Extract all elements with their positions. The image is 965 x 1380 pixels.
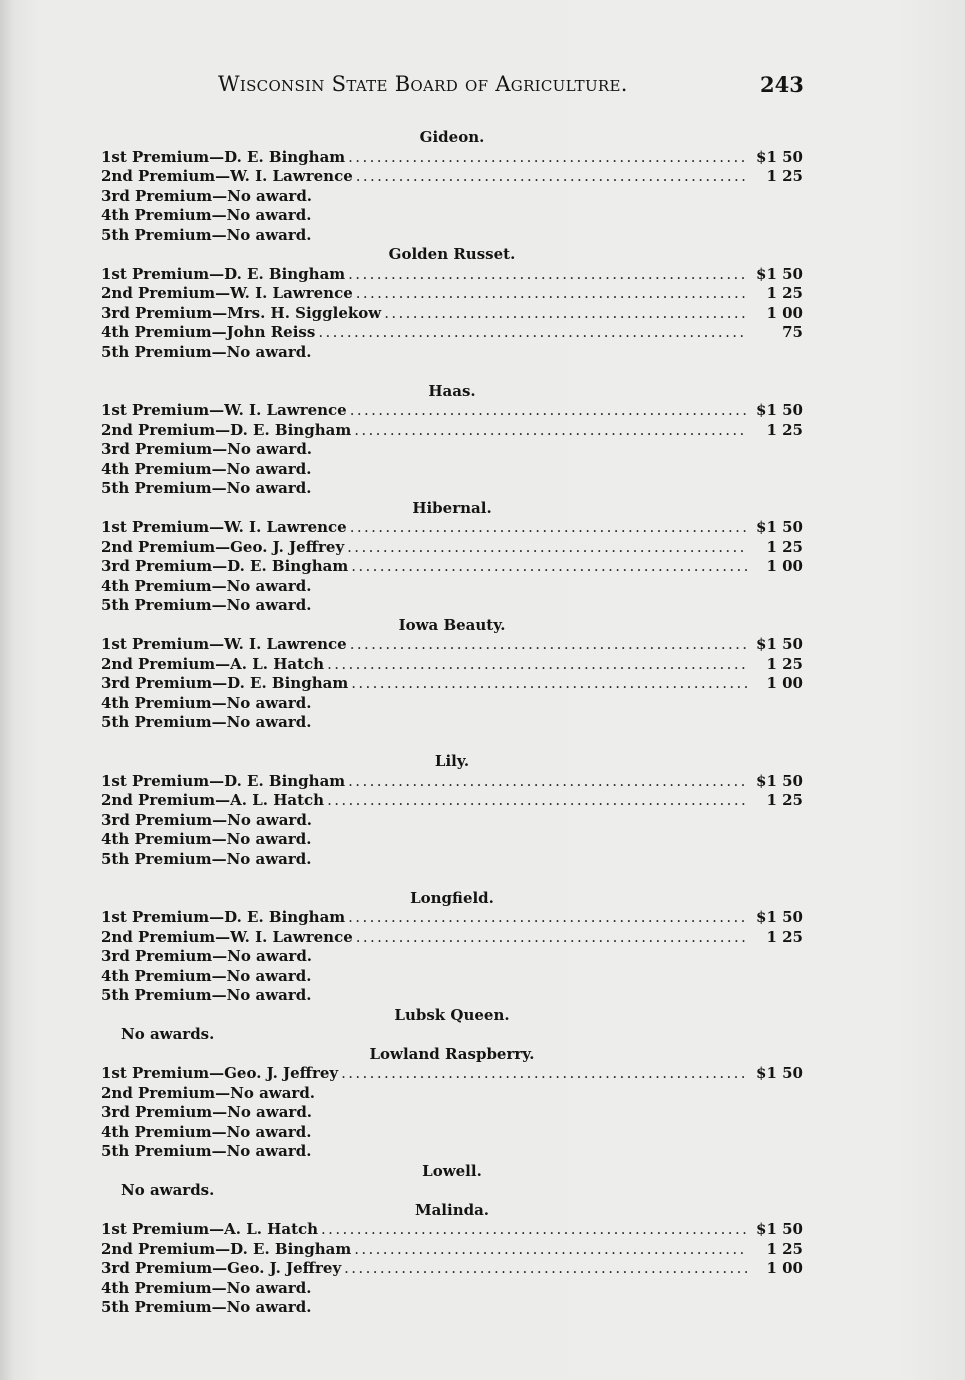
premium-entry bbox=[101, 908, 803, 928]
premium-amount: $1 50 bbox=[756, 908, 803, 926]
premium-label: 2nd Premium—W. I. Lawrence bbox=[101, 167, 353, 185]
variety-heading: Hibernal. bbox=[412, 498, 492, 517]
variety-heading: Iowa Beauty. bbox=[398, 615, 506, 634]
premium-amount: 1 00 bbox=[766, 674, 803, 692]
running-header bbox=[0, 72, 965, 104]
dot-leader bbox=[351, 557, 747, 577]
premium-entry bbox=[101, 694, 803, 714]
dot-leader bbox=[350, 518, 747, 538]
premium-entry bbox=[101, 1220, 803, 1240]
premium-entry bbox=[101, 1142, 803, 1162]
premium-entry bbox=[101, 148, 803, 168]
dot-leader bbox=[384, 304, 747, 324]
premium-amount: 1 25 bbox=[766, 927, 803, 946]
premium-label: 4th Premium—No award. bbox=[101, 1122, 312, 1141]
dot-leader bbox=[321, 1220, 747, 1240]
dot-leader bbox=[351, 674, 747, 694]
dot-leader bbox=[356, 167, 747, 187]
premium-entry bbox=[101, 596, 803, 616]
premium-entry bbox=[101, 713, 803, 733]
premium-label: 4th Premium—No award. bbox=[101, 459, 312, 478]
variety-section bbox=[101, 245, 803, 362]
premium-label: 5th Premium—No award. bbox=[101, 225, 312, 244]
premium-amount: $1 50 bbox=[756, 635, 803, 653]
premium-amount: 75 bbox=[782, 323, 803, 341]
premium-amount: 1 00 bbox=[766, 303, 803, 322]
premium-entry bbox=[101, 460, 803, 480]
premium-label: 4th Premium—No award. bbox=[101, 830, 312, 848]
premium-amount: 1 25 bbox=[766, 791, 803, 809]
premium-label: 2nd Premium—No award. bbox=[101, 1083, 316, 1102]
variety-section bbox=[101, 889, 803, 1006]
variety-section bbox=[101, 382, 803, 499]
premium-label: 2nd Premium—W. I. Lawrence bbox=[101, 927, 353, 946]
premium-entry bbox=[101, 1084, 803, 1104]
premium-entry bbox=[101, 226, 803, 246]
premium-amount: $1 50 bbox=[756, 518, 803, 536]
premium-entry bbox=[101, 304, 803, 324]
dot-leader bbox=[347, 538, 747, 558]
dot-leader bbox=[350, 401, 747, 421]
dot-leader bbox=[356, 284, 747, 304]
premium-entry bbox=[101, 1103, 803, 1123]
premium-amount: $1 50 bbox=[756, 401, 803, 419]
variety-section bbox=[101, 616, 803, 733]
no-awards-note: No awards. bbox=[121, 1181, 215, 1199]
variety-heading: Gideon. bbox=[419, 128, 485, 146]
dot-leader bbox=[341, 1064, 747, 1084]
dot-leader bbox=[344, 1259, 747, 1279]
variety-section bbox=[101, 1162, 803, 1201]
premium-label: 1st Premium—W. I. Lawrence bbox=[101, 401, 347, 419]
premium-entry bbox=[101, 986, 803, 1006]
variety-section bbox=[101, 499, 803, 616]
premium-entry bbox=[101, 440, 803, 460]
premium-amount: $1 50 bbox=[756, 1064, 803, 1082]
section-spacer bbox=[101, 869, 803, 889]
section-spacer bbox=[101, 733, 803, 753]
premium-label: 3rd Premium—No award. bbox=[101, 810, 313, 829]
variety-heading: Longfield. bbox=[410, 888, 494, 907]
premium-entry bbox=[101, 674, 803, 694]
dot-leader bbox=[356, 928, 747, 948]
premium-entry bbox=[101, 928, 803, 948]
premium-label: 5th Premium—No award. bbox=[101, 849, 312, 868]
dot-leader bbox=[348, 265, 747, 285]
premium-label: 4th Premium—No award. bbox=[101, 693, 312, 712]
premium-entry bbox=[101, 538, 803, 558]
premium-label: 1st Premium—W. I. Lawrence bbox=[101, 635, 347, 653]
premium-label: 1st Premium—D. E. Bingham bbox=[101, 147, 346, 166]
premium-entry bbox=[101, 655, 803, 675]
premium-label: 1st Premium—Geo. J. Jeffrey bbox=[101, 1064, 339, 1082]
dot-leader bbox=[327, 655, 747, 675]
premium-list bbox=[101, 128, 803, 1318]
dot-leader bbox=[354, 421, 747, 441]
premium-label: 2nd Premium—D. E. Bingham bbox=[101, 420, 352, 439]
premium-entry bbox=[101, 284, 803, 304]
premium-entry bbox=[101, 811, 803, 831]
premium-entry bbox=[101, 830, 803, 850]
premium-entry bbox=[101, 518, 803, 538]
premium-amount: $1 50 bbox=[756, 771, 803, 790]
dot-leader bbox=[348, 908, 747, 928]
premium-entry bbox=[101, 421, 803, 441]
premium-entry bbox=[101, 167, 803, 187]
premium-amount: 1 25 bbox=[766, 1239, 803, 1258]
dot-leader bbox=[327, 791, 747, 811]
premium-entry bbox=[101, 557, 803, 577]
premium-label: 3rd Premium—D. E. Bingham bbox=[101, 557, 349, 575]
variety-heading: Malinda. bbox=[414, 1200, 490, 1219]
premium-entry bbox=[101, 323, 803, 343]
premium-entry bbox=[101, 265, 803, 285]
premium-entry bbox=[101, 850, 803, 870]
premium-label: 2nd Premium—W. I. Lawrence bbox=[101, 284, 353, 302]
premium-amount: 1 25 bbox=[766, 654, 803, 673]
premium-label: 3rd Premium—No award. bbox=[101, 947, 313, 965]
premium-label: 3rd Premium—D. E. Bingham bbox=[101, 674, 349, 692]
premium-label: 2nd Premium—A. L. Hatch bbox=[101, 791, 325, 809]
premium-label: 4th Premium—No award. bbox=[101, 1278, 312, 1297]
premium-entry bbox=[101, 401, 803, 421]
premium-label: 2nd Premium—A. L. Hatch bbox=[101, 654, 325, 673]
premium-label: 3rd Premium—No award. bbox=[101, 1103, 313, 1121]
premium-label: 4th Premium—No award. bbox=[101, 576, 312, 595]
section-spacer bbox=[101, 362, 803, 382]
page-number: 243 bbox=[760, 72, 804, 97]
premium-entry bbox=[101, 187, 803, 207]
premium-entry bbox=[101, 1064, 803, 1084]
dot-leader bbox=[354, 1240, 747, 1260]
premium-label: 5th Premium—No award. bbox=[101, 596, 312, 614]
variety-heading: Lily. bbox=[434, 752, 470, 770]
variety-heading: Lowell. bbox=[422, 1161, 482, 1180]
premium-amount: 1 00 bbox=[766, 557, 803, 575]
premium-entry bbox=[101, 206, 803, 226]
premium-entry bbox=[101, 479, 803, 499]
premium-entry bbox=[101, 1123, 803, 1143]
premium-label: 4th Premium—No award. bbox=[101, 206, 312, 224]
premium-entry bbox=[101, 1240, 803, 1260]
variety-section bbox=[101, 1201, 803, 1318]
premium-label: 1st Premium—D. E. Bingham bbox=[101, 264, 346, 283]
premium-label: 5th Premium—No award. bbox=[101, 1142, 312, 1160]
premium-amount: 1 25 bbox=[766, 284, 803, 302]
premium-label: 5th Premium—No award. bbox=[101, 713, 312, 731]
premium-label: 1st Premium—D. E. Bingham bbox=[101, 771, 346, 790]
premium-amount: $1 50 bbox=[756, 1220, 803, 1238]
premium-label: 1st Premium—W. I. Lawrence bbox=[101, 518, 347, 536]
premium-label: 5th Premium—No award. bbox=[101, 479, 312, 497]
variety-heading: Lubsk Queen. bbox=[394, 1005, 510, 1024]
premium-label: 2nd Premium—D. E. Bingham bbox=[101, 1239, 352, 1258]
premium-label: 1st Premium—D. E. Bingham bbox=[101, 908, 346, 926]
running-title: Wisconsin State Board of Agriculture. bbox=[218, 72, 628, 96]
premium-amount: 1 00 bbox=[766, 1259, 803, 1277]
variety-heading: Lowland Raspberry. bbox=[369, 1044, 535, 1063]
premium-entry bbox=[101, 1259, 803, 1279]
premium-entry bbox=[101, 343, 803, 363]
premium-label: 3rd Premium—Geo. J. Jeffrey bbox=[101, 1259, 342, 1277]
variety-section bbox=[101, 1045, 803, 1162]
premium-entry bbox=[101, 1279, 803, 1299]
premium-label: 4th Premium—John Reiss bbox=[101, 323, 316, 341]
premium-label: 5th Premium—No award. bbox=[101, 1298, 312, 1316]
premium-amount: 1 25 bbox=[766, 420, 803, 439]
premium-entry bbox=[101, 791, 803, 811]
dot-leader bbox=[348, 772, 747, 792]
premium-amount: $1 50 bbox=[756, 264, 803, 283]
premium-label: 5th Premium—No award. bbox=[101, 342, 312, 361]
premium-entry bbox=[101, 967, 803, 987]
premium-entry bbox=[101, 1298, 803, 1318]
premium-label: 3rd Premium—Mrs. H. Sigglekow bbox=[101, 303, 382, 322]
no-awards-note: No awards. bbox=[121, 1025, 215, 1043]
premium-label: 3rd Premium—No award. bbox=[101, 440, 313, 458]
dot-leader bbox=[350, 635, 747, 655]
variety-section bbox=[101, 1006, 803, 1045]
premium-entry bbox=[101, 947, 803, 967]
premium-label: 3rd Premium—No award. bbox=[101, 186, 313, 205]
premium-label: 1st Premium—A. L. Hatch bbox=[101, 1220, 319, 1238]
dot-leader bbox=[348, 148, 747, 168]
variety-heading: Haas. bbox=[428, 381, 476, 400]
premium-label: 2nd Premium—Geo. J. Jeffrey bbox=[101, 537, 345, 556]
premium-label: 5th Premium—No award. bbox=[101, 986, 312, 1004]
premium-entry bbox=[101, 772, 803, 792]
variety-section bbox=[101, 752, 803, 869]
dot-leader bbox=[318, 323, 747, 343]
premium-entry bbox=[101, 635, 803, 655]
premium-amount: 1 25 bbox=[766, 537, 803, 556]
premium-entry bbox=[101, 577, 803, 597]
premium-amount: $1 50 bbox=[756, 147, 803, 166]
premium-label: 4th Premium—No award. bbox=[101, 966, 312, 985]
premium-amount: 1 25 bbox=[766, 167, 803, 185]
variety-heading: Golden Russet. bbox=[388, 245, 516, 263]
variety-section bbox=[101, 128, 803, 245]
